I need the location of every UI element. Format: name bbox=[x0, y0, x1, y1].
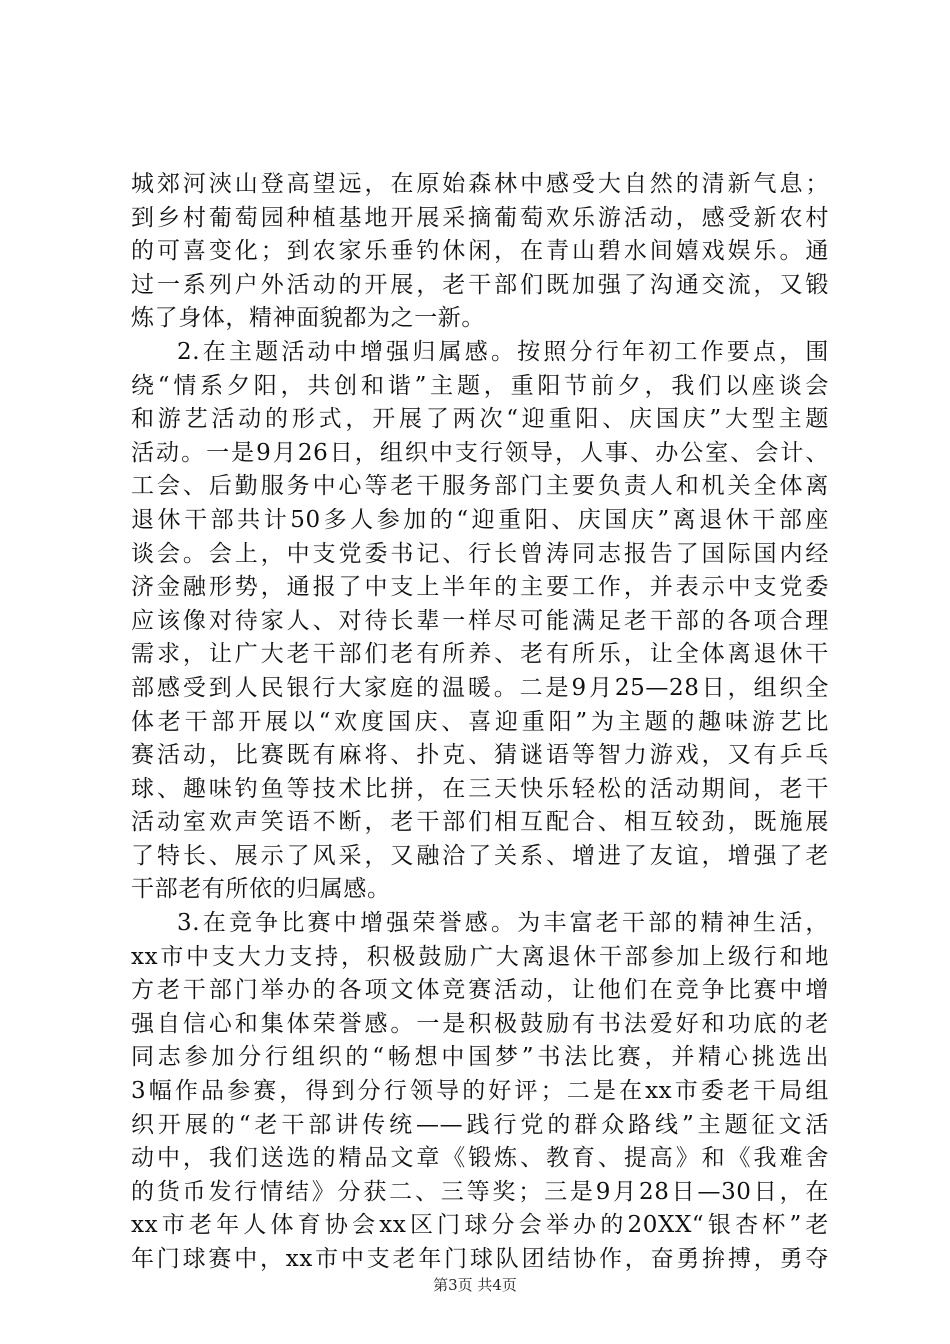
text-line: 活动室欢声笑语不断，老干部们相互配合、相互较劲，既施展 bbox=[131, 809, 829, 836]
text-line: 需求，让广大老干部们老有所养、老有所乐，让全体离退休干 bbox=[131, 641, 829, 668]
page-number-footer: 第3页 共4页 bbox=[433, 1276, 517, 1294]
text-line: 应该像对待家人、对待长辈一样尽可能满足老干部的各项合理 bbox=[131, 607, 829, 634]
text-line: 和游艺活动的形式，开展了两次“迎重阳、庆国庆”大型主题 bbox=[131, 406, 829, 433]
text-line: xx市老年人体育协会xx区门球分会举办的20XX“银杏杯”老 bbox=[131, 1212, 829, 1239]
text-line: 同志参加分行组织的“畅想中国梦”书法比赛，并精心挑选出 bbox=[131, 1044, 829, 1071]
paragraph-heading-3: 3.在竞争比赛中增强荣誉感。为丰富老干部的精神生活， bbox=[177, 910, 829, 937]
paragraph-heading-2: 2.在主题活动中增强归属感。按照分行年初工作要点，围 bbox=[177, 338, 829, 365]
text-line: 年门球赛中，xx市中支老年门球队团结协作，奋勇拚搏，勇夺 bbox=[131, 1246, 829, 1272]
text-line: 工会、后勤服务中心等老干服务部门主要负责人和机关全体离 bbox=[131, 473, 829, 500]
text-line: 绕“情系夕阳，共创和谐”主题，重阳节前夕，我们以座谈会 bbox=[131, 372, 829, 399]
text-line: 动中，我们送选的精品文章《锻炼、教育、提高》和《我难舍 bbox=[131, 1145, 829, 1172]
text-line: 的可喜变化；到农家乐垂钓休闲，在青山碧水间嬉戏娱乐。通 bbox=[131, 238, 829, 265]
body-text bbox=[131, 168, 829, 1277]
text-line: 了特长、展示了风采，又融洽了关系、增进了友谊，增强了老 bbox=[131, 842, 829, 869]
text-line: 炼了身体，精神面貌都为之一新。 bbox=[131, 305, 485, 332]
text-line: 强自信心和集体荣誉感。一是积极鼓励有书法爱好和功底的老 bbox=[131, 1010, 829, 1037]
text-line: 城郊河浹山登高望远，在原始森林中感受大自然的清新气息； bbox=[131, 171, 829, 197]
text-line: 方老干部门举办的各项文体竞赛活动，让他们在竞争比赛中增 bbox=[131, 977, 829, 1004]
text-line: 退休干部共计50多人参加的“迎重阳、庆国庆”离退休干部座 bbox=[131, 506, 829, 533]
text-line: 织开展的“老干部讲传统——践行党的群众路线”主题征文活 bbox=[131, 1111, 829, 1138]
text-line: xx市中支大力支持，积极鼓励广大离退休干部参加上级行和地 bbox=[131, 943, 829, 970]
text-line: 球、趣味钓鱼等技术比拼，在三天快乐轻松的活动期间，老干 bbox=[131, 775, 829, 802]
text-line: 活动。一是9月26日，组织中支行领导，人事、办公室、会计、 bbox=[131, 439, 829, 466]
text-line: 过一系列户外活动的开展，老干部们既加强了沟通交流，又锻 bbox=[131, 271, 829, 298]
text-line: 的货币发行情结》分获二、三等奖；三是9月28日—30日，在 bbox=[131, 1178, 829, 1205]
text-line: 体老干部开展以“欢度国庆、喜迎重阳”为主题的趣味游艺比 bbox=[131, 708, 829, 735]
text-line: 3幅作品参赛，得到分行领导的好评；二是在xx市委老干局组 bbox=[131, 1078, 829, 1105]
text-line: 部感受到人民银行大家庭的温暖。二是9月25—28日，组织全 bbox=[131, 674, 829, 701]
text-line: 谈会。会上，中支党委书记、行长曾涛同志报告了国际国内经 bbox=[131, 540, 829, 567]
text-line: 到乡村葡萄园种植基地开展采摘葡萄欢乐游活动，感受新农村 bbox=[131, 204, 829, 231]
text-line: 赛活动，比赛既有麻将、扑克、猜谜语等智力游戏，又有乒乓 bbox=[131, 742, 829, 769]
text-line: 干部老有所依的归属感。 bbox=[131, 876, 391, 903]
text-line: 济金融形势，通报了中支上半年的主要工作，并表示中支党委 bbox=[131, 574, 829, 601]
